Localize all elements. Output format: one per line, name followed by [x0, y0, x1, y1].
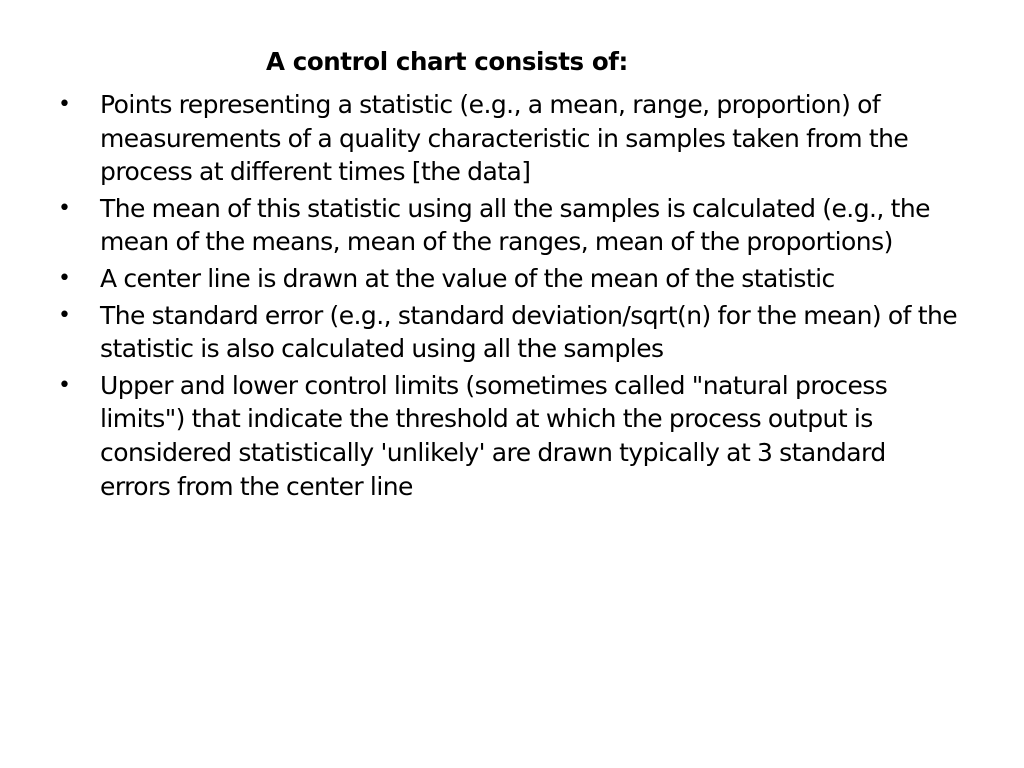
bullet-icon: • [58, 195, 71, 221]
bullet-icon: • [58, 302, 71, 328]
bullet-text: The mean of this statistic using all the samples is calculated (e.g., the mean of the means, mean of the ranges, mean of the proportions) [100, 193, 930, 257]
bullet-item-points [58, 88, 962, 189]
bullet-icon: • [58, 92, 71, 117]
slide-title: A control chart consists of: [266, 47, 628, 76]
bullet-icon: • [58, 265, 71, 291]
bullet-item-mean [58, 192, 962, 259]
bullet-list [58, 88, 962, 506]
bullet-item-control-limits [58, 369, 962, 503]
bullet-item-standard-error [58, 299, 962, 366]
bullet-icon: • [58, 372, 71, 398]
bullet-item-center-line [58, 262, 962, 296]
bullet-text: A center line is drawn at the value of the mean of the statistic [100, 263, 835, 293]
bullet-text: Points representing a statistic (e.g., a mean, range, proportion) of measurements of a quality characteristic in samples taken from the process at different times [the data] [100, 90, 909, 187]
bullet-text: The standard error (e.g., standard deviation/sqrt(n) for the mean) of the statistic is also calculated using all the samples [100, 300, 958, 364]
bullet-text: Upper and lower control limits (sometimes called "natural process limits") that indicate the threshold at which the process output is considered statistically 'unlikely' are drawn typically at 3 standard errors from the center line [100, 370, 888, 501]
